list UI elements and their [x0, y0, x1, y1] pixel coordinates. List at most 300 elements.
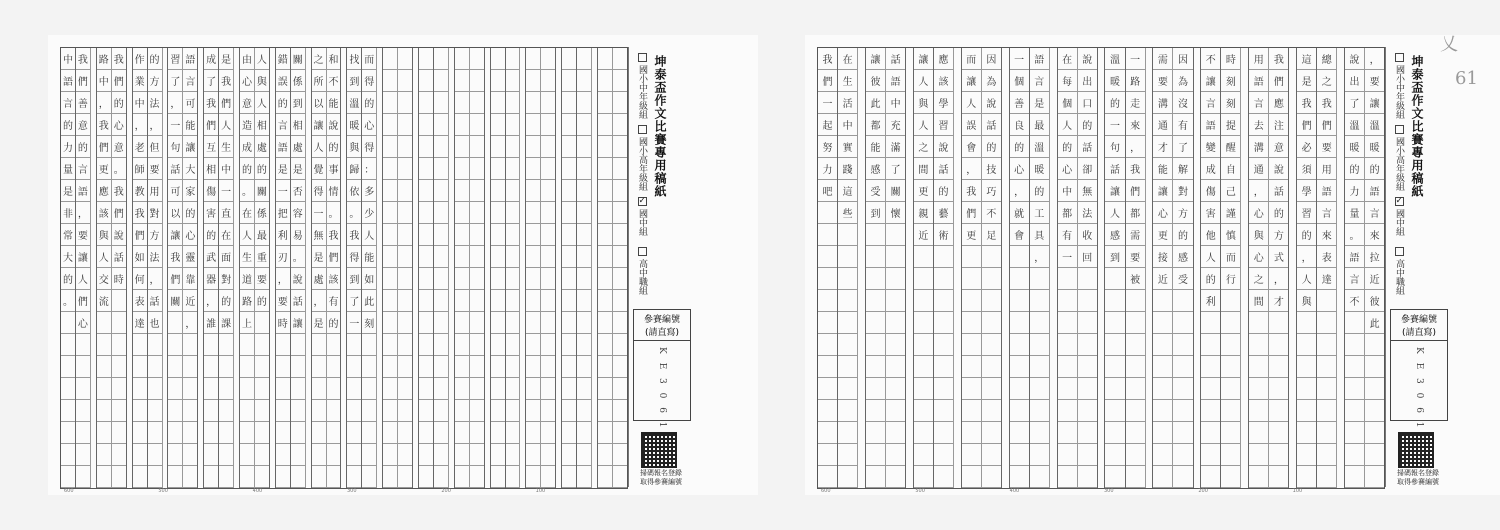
handwritten-char: 相	[206, 165, 217, 176]
handwritten-char: 以	[170, 209, 181, 220]
handwritten-char: 能	[364, 253, 375, 264]
column-gap	[1194, 48, 1202, 488]
handwritten-char: 心	[77, 319, 88, 330]
handwritten-char: 一	[313, 209, 324, 220]
handwritten-char: 人	[98, 253, 109, 264]
handwritten-char: 與	[1253, 231, 1264, 242]
handwritten-char: 讓	[77, 253, 88, 264]
ruler-tick-label: 400	[1009, 488, 1020, 494]
handwritten-char: 在	[221, 231, 232, 242]
handwritten-char: 如	[134, 253, 145, 264]
handwritten-char: 流	[98, 297, 109, 308]
handwritten-char: 說	[292, 275, 303, 286]
handwritten-char: 沒	[1178, 99, 1188, 110]
writing-column	[962, 48, 982, 488]
checkbox-icon[interactable]	[638, 125, 647, 134]
handwritten-char: 會	[966, 143, 977, 154]
option-senior-high[interactable]: 高中職組	[1390, 247, 1406, 295]
handwritten-char: 是	[292, 165, 303, 176]
handwritten-char: 達	[134, 319, 145, 330]
column-text	[1221, 50, 1240, 292]
handwritten-char: ：	[364, 165, 375, 176]
handwritten-char: 說	[986, 99, 997, 110]
handwritten-char: 人	[918, 77, 929, 88]
handwritten-char: 之	[1253, 275, 1264, 286]
ruler-tick-label: 100	[535, 488, 546, 494]
handwritten-char: 可	[185, 99, 196, 110]
writing-column	[613, 48, 627, 488]
handwritten-char: 拉	[1369, 253, 1380, 264]
column-text	[1365, 50, 1384, 336]
handwritten-char: 不	[1205, 55, 1216, 66]
handwritten-char: 而	[966, 55, 977, 66]
option-junior-high[interactable]: ✓國中組	[1390, 197, 1406, 236]
handwritten-char: 誤	[966, 121, 977, 132]
writing-column	[204, 48, 219, 488]
handwritten-char: 溝	[1253, 143, 1264, 154]
handwritten-char: 要	[256, 275, 267, 286]
handwritten-char: 相	[292, 121, 303, 132]
handwritten-char: 造	[241, 121, 252, 132]
handwritten-char: 近	[918, 231, 929, 242]
handwritten-char: 該	[98, 209, 109, 220]
handwritten-char: 何	[134, 275, 145, 286]
handwritten-char: 也	[149, 319, 160, 330]
handwritten-char: 實	[842, 143, 853, 154]
handwritten-char: 己	[1225, 187, 1236, 198]
writing-column	[133, 48, 148, 488]
handwritten-char: 人	[918, 121, 929, 132]
handwritten-char: 言	[1205, 99, 1216, 110]
handwritten-char: 我	[113, 187, 124, 198]
handwritten-char: 才	[1157, 143, 1168, 154]
handwritten-char: 利	[1205, 297, 1216, 308]
column-text	[112, 50, 126, 292]
ruler-tick-label: 600	[821, 488, 831, 494]
handwritten-char: 說	[938, 143, 949, 154]
handwritten-char: 人	[364, 231, 375, 242]
handwritten-char: 工	[1034, 209, 1045, 220]
handwritten-char: 出	[1082, 77, 1093, 88]
qr-caption: 掃碼報名登錄 取得參賽編號	[640, 469, 682, 486]
handwritten-char: 係	[256, 209, 267, 220]
handwritten-char: 要	[77, 231, 88, 242]
ruler-tick-label: 300	[347, 488, 357, 494]
handwritten-char: 讓	[966, 77, 977, 88]
handwritten-char: 到	[349, 77, 360, 88]
writing-column	[383, 48, 398, 488]
handwritten-char: 讓	[918, 55, 929, 66]
writing-column	[491, 48, 506, 488]
handwritten-char: 我	[170, 253, 181, 264]
handwritten-char: 因	[1178, 55, 1188, 66]
handwritten-char: 易	[292, 231, 303, 242]
handwritten-char: 們	[328, 253, 339, 264]
column-text	[219, 50, 233, 336]
qr-code-icon	[1398, 432, 1434, 468]
handwritten-char: 心	[364, 121, 375, 132]
column-gap	[858, 48, 866, 488]
handwritten-char: 相	[256, 121, 267, 132]
handwritten-char: 達	[1321, 275, 1332, 286]
handwritten-char: 之	[918, 143, 929, 154]
handwritten-char: 語	[1349, 253, 1360, 264]
handwritten-char: 。	[241, 187, 252, 198]
form-title: 坤泰盃作文比賽專用稿紙	[1410, 55, 1424, 198]
handwritten-char: 說	[328, 121, 339, 132]
handwritten-char: 靈	[185, 253, 196, 264]
checkbox-checked-icon[interactable]	[638, 197, 647, 206]
handwritten-char: 感	[1178, 253, 1188, 264]
ruler-tick-label: 300	[1104, 488, 1114, 494]
handwritten-char: 近	[185, 297, 196, 308]
handwritten-char: 應	[1273, 99, 1284, 110]
handwritten-char: 了	[349, 297, 360, 308]
handwritten-char: 間	[918, 165, 929, 176]
column-gap	[906, 48, 914, 488]
option-elementary-middle[interactable]: 國小中年級組	[633, 53, 649, 119]
handwritten-char: 大	[62, 253, 73, 264]
handwritten-char: 他	[1205, 231, 1216, 242]
handwritten-char: 通	[1253, 165, 1264, 176]
column-text	[914, 50, 933, 248]
handwritten-char: 成	[241, 143, 252, 154]
handwritten-char: 最	[256, 231, 267, 242]
column-text	[362, 50, 376, 336]
ruler-tick-label: 500	[158, 488, 168, 494]
handwritten-char: 出	[1349, 77, 1360, 88]
handwritten-char: 不	[986, 209, 997, 220]
handwritten-char: 誤	[277, 77, 288, 88]
handwritten-char: 以	[313, 99, 324, 110]
handwritten-char: 用	[149, 187, 160, 198]
handwritten-char: 讓	[170, 231, 181, 242]
handwritten-char: 互	[206, 143, 217, 154]
handwritten-char: 的	[328, 319, 339, 330]
handwritten-char: 如	[364, 275, 375, 286]
handwritten-char: 們	[98, 143, 109, 154]
handwritten-char: 們	[1130, 187, 1141, 198]
handwritten-char: 了	[1178, 143, 1188, 154]
handwritten-char: 方	[149, 77, 160, 88]
handwritten-char: 處	[313, 275, 324, 286]
handwritten-char: 一	[221, 187, 232, 198]
handwritten-char: 的	[206, 231, 217, 242]
handwritten-char: 習	[1301, 209, 1312, 220]
checkbox-icon[interactable]	[1395, 53, 1404, 62]
handwritten-char: 都	[870, 121, 881, 132]
handwritten-char: 法	[149, 99, 160, 110]
handwritten-char: 個	[1062, 99, 1073, 110]
handwritten-char: 成	[206, 55, 217, 66]
handwritten-char: 技	[986, 165, 997, 176]
handwritten-char: 語	[1253, 77, 1264, 88]
handwritten-char: 需	[1130, 231, 1141, 242]
writing-grid-right	[817, 47, 1385, 489]
handwritten-char: 溫	[1369, 121, 1380, 132]
handwritten-char: 收	[1082, 231, 1093, 242]
corner-mark: 乂	[1440, 34, 1458, 55]
handwritten-char: 生	[241, 253, 252, 264]
handwritten-char: 的	[1273, 209, 1284, 220]
handwritten-char: 學	[938, 99, 949, 110]
handwritten-char: 中	[62, 55, 73, 66]
handwritten-char: 應	[98, 187, 109, 198]
entry-id-label: 參賽編號	[643, 315, 680, 325]
handwritten-char: 人	[1109, 209, 1120, 220]
form-info-panel-left	[628, 47, 709, 487]
handwritten-char: 語	[77, 187, 88, 198]
column-text	[291, 50, 305, 336]
writing-column	[838, 48, 858, 488]
handwritten-char: 說	[1082, 55, 1093, 66]
column-text	[1345, 50, 1364, 314]
handwritten-char: 們	[77, 297, 88, 308]
handwritten-char: 所	[313, 77, 324, 88]
handwritten-char: 人	[256, 55, 267, 66]
handwritten-char: 中	[1062, 187, 1073, 198]
handwritten-char: 我	[134, 209, 145, 220]
handwritten-char: 溫	[1109, 55, 1120, 66]
handwritten-char: 的	[62, 275, 73, 286]
handwritten-char: 用	[1321, 165, 1332, 176]
ruler-tick-label: 500	[915, 488, 925, 494]
checkbox-icon[interactable]	[1395, 247, 1404, 256]
handwritten-char: 是	[221, 55, 232, 66]
handwritten-char: 人	[221, 121, 232, 132]
ruler-tick-label: 200	[1198, 488, 1208, 494]
writing-column	[934, 48, 954, 488]
handwritten-char: 通	[1157, 121, 1168, 132]
handwritten-char: 讓	[1157, 187, 1168, 198]
handwritten-char: 刻	[364, 319, 375, 330]
handwritten-char: 們	[1321, 121, 1332, 132]
handwritten-char: 人	[1205, 253, 1216, 264]
handwritten-char: 武	[206, 253, 217, 264]
form-title: 坤泰盃作文比賽專用稿紙	[653, 55, 667, 198]
handwritten-char: 言	[1369, 209, 1380, 220]
handwritten-char: 良	[1014, 121, 1025, 132]
handwritten-char: 話	[149, 297, 160, 308]
handwritten-char: 讓	[1369, 99, 1380, 110]
handwritten-char: 得	[364, 143, 375, 154]
handwritten-char: 能	[328, 99, 339, 110]
handwritten-char: 家	[185, 187, 196, 198]
handwritten-char: 一	[1109, 121, 1120, 132]
handwritten-char: 彼	[870, 77, 881, 88]
handwritten-char: 語	[1321, 187, 1332, 198]
writing-column	[398, 48, 413, 488]
option-elementary-upper[interactable]: 國小高年級組	[1390, 125, 1406, 191]
handwritten-char: 起	[822, 121, 833, 132]
handwritten-char: 直	[221, 209, 232, 220]
writing-column	[276, 48, 291, 488]
handwritten-char: 注	[1273, 121, 1284, 132]
checkbox-icon[interactable]	[1395, 125, 1404, 134]
handwritten-char: 師	[134, 165, 145, 176]
handwritten-char: 都	[1062, 209, 1073, 220]
writing-column	[1030, 48, 1050, 488]
handwritten-char: 語	[890, 77, 901, 88]
column-text	[866, 50, 885, 226]
handwritten-char: ，	[1014, 187, 1025, 198]
handwritten-char: 錯	[277, 55, 288, 66]
writing-column	[1365, 48, 1384, 488]
handwritten-char: 式	[1273, 253, 1284, 264]
handwritten-char: 心	[113, 121, 124, 132]
handwritten-char: 我	[822, 55, 833, 66]
handwritten-char: 是	[1034, 99, 1045, 110]
handwritten-char: 人	[256, 99, 267, 110]
handwritten-char: 更	[1157, 231, 1168, 242]
handwritten-char: 生	[221, 143, 232, 154]
writing-column	[240, 48, 255, 488]
checkbox-icon[interactable]	[638, 247, 647, 256]
handwritten-char: 到	[349, 275, 360, 286]
handwritten-char: 得	[349, 253, 360, 264]
handwritten-char: 但	[149, 143, 160, 154]
handwritten-char: 意	[77, 121, 88, 132]
handwritten-char: 這	[842, 187, 853, 198]
handwritten-char: 來	[1321, 231, 1332, 242]
handwritten-char: ，	[170, 99, 181, 110]
handwritten-char: 我	[1130, 165, 1141, 176]
handwritten-char: 我	[1301, 99, 1312, 110]
handwritten-char: 要	[1321, 143, 1332, 154]
handwritten-char: 言	[185, 77, 196, 88]
handwritten-char: 了	[206, 77, 217, 88]
column-text	[1078, 50, 1097, 270]
option-elementary-upper[interactable]: 國小高年級組	[633, 125, 649, 191]
handwritten-char: 滿	[890, 143, 901, 154]
handwritten-char: 的	[1205, 275, 1216, 286]
handwritten-char: 得	[364, 77, 375, 88]
handwritten-char: 上	[241, 319, 252, 330]
handwritten-char: 處	[256, 143, 267, 154]
handwritten-char: 對	[1178, 187, 1188, 198]
entry-id-hint: (請直寫)	[1391, 325, 1447, 341]
handwritten-char: 害	[206, 209, 217, 220]
column-text	[934, 50, 953, 248]
handwritten-char: 能	[870, 143, 881, 154]
handwritten-char: 一	[1062, 253, 1073, 264]
handwritten-char: 是	[313, 319, 324, 330]
column-text	[1249, 50, 1268, 314]
writing-column	[1317, 48, 1337, 488]
writing-column	[598, 48, 613, 488]
handwritten-char: 力	[822, 165, 833, 176]
handwritten-char: 最	[1034, 121, 1045, 132]
handwritten-char: 言	[1253, 99, 1264, 110]
handwritten-char: 刻	[1225, 77, 1236, 88]
writing-column	[562, 48, 577, 488]
handwritten-char: 說	[1349, 55, 1360, 66]
handwritten-char: 課	[221, 319, 232, 330]
column-text	[1153, 50, 1172, 292]
option-junior-high[interactable]: ✓國中組	[633, 197, 649, 236]
handwritten-char: 足	[986, 231, 997, 242]
handwritten-char: ，	[77, 209, 88, 220]
handwritten-char: 關	[890, 187, 901, 198]
handwritten-char: 歸	[349, 165, 360, 176]
column-text	[168, 50, 182, 314]
handwritten-char: 的	[364, 99, 375, 110]
handwritten-char: 的	[256, 297, 267, 308]
handwritten-char: 讓	[313, 121, 324, 132]
writing-column	[434, 48, 449, 488]
handwritten-char: 暖	[1349, 143, 1360, 154]
handwritten-char: 一	[170, 121, 181, 132]
handwritten-char: 習	[170, 55, 181, 66]
handwritten-char: 的	[1301, 231, 1312, 242]
handwritten-char: 的	[1109, 99, 1120, 110]
handwritten-char: 一	[349, 319, 360, 330]
handwritten-char: 有	[328, 297, 339, 308]
handwritten-char: 不	[1349, 297, 1360, 308]
handwritten-char: 心	[1062, 165, 1073, 176]
writing-column	[982, 48, 1002, 488]
handwritten-char: 言	[277, 121, 288, 132]
handwritten-char: 言	[77, 165, 88, 176]
handwritten-char: ，	[277, 275, 288, 286]
handwritten-char: 路	[98, 55, 109, 66]
handwritten-char: 而	[364, 55, 375, 66]
handwritten-char: 要	[277, 297, 288, 308]
writing-column	[419, 48, 434, 488]
column-text	[1058, 50, 1077, 270]
column-text	[240, 50, 254, 336]
handwritten-char: 提	[1225, 121, 1236, 132]
writing-column	[327, 48, 342, 488]
handwritten-char: 我	[206, 99, 217, 110]
handwritten-char: 該	[328, 275, 339, 286]
handwritten-char: 必	[1301, 143, 1312, 154]
handwritten-char: 該	[938, 77, 949, 88]
handwritten-char: 們	[1273, 77, 1284, 88]
handwritten-char: 慎	[1225, 231, 1236, 242]
checkbox-checked-icon[interactable]	[1395, 197, 1404, 206]
handwritten-char: ，	[1369, 55, 1380, 66]
option-senior-high[interactable]: 高中職組	[633, 247, 649, 295]
handwritten-char: 容	[292, 209, 303, 220]
handwritten-char: 近	[1157, 275, 1168, 286]
handwritten-char: 語	[62, 77, 73, 88]
handwritten-char: 和	[328, 55, 339, 66]
handwritten-char: 才	[1273, 297, 1284, 308]
handwritten-char: 我	[1273, 55, 1284, 66]
handwritten-char: 心	[241, 77, 252, 88]
handwritten-char: 話	[1109, 165, 1120, 176]
handwritten-char: 話	[1082, 143, 1093, 154]
writing-column	[1269, 48, 1289, 488]
handwritten-char: 語	[1369, 187, 1380, 198]
handwritten-char: 方	[149, 231, 160, 242]
handwritten-char: 的	[328, 143, 339, 154]
handwritten-char: 個	[1014, 77, 1025, 88]
column-text	[133, 50, 147, 336]
writing-column	[455, 48, 470, 488]
handwritten-char: 找	[349, 55, 360, 66]
handwritten-char: 在	[241, 209, 252, 220]
handwritten-char: 傷	[1205, 187, 1216, 198]
handwritten-char: 此	[364, 297, 375, 308]
qr-caption: 掃碼報名登錄 取得參賽編號	[1397, 469, 1439, 486]
writing-column	[541, 48, 556, 488]
option-elementary-middle[interactable]: 國小中年級組	[1390, 53, 1406, 119]
essay-sheet-left	[48, 35, 758, 495]
checkbox-icon[interactable]	[638, 53, 647, 62]
column-text	[1269, 50, 1288, 314]
